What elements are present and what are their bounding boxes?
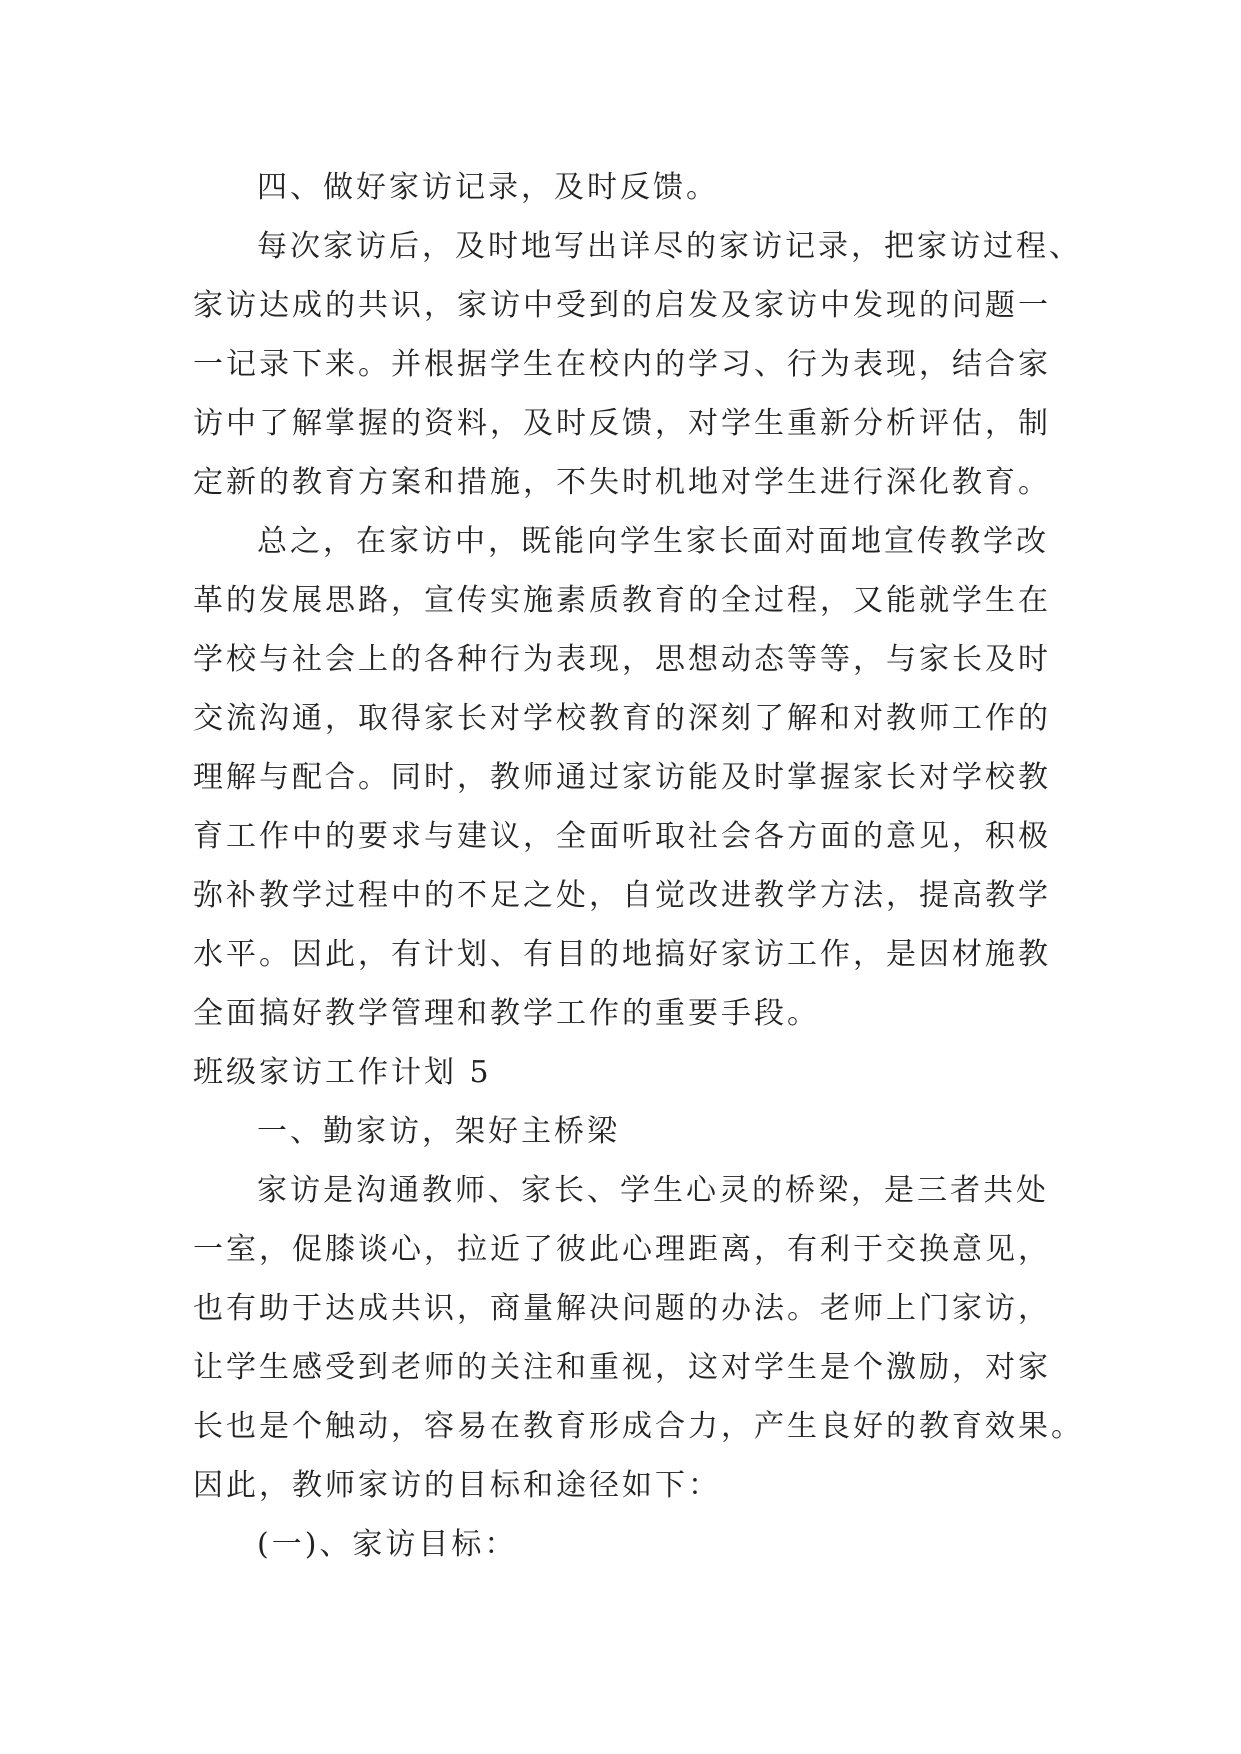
subsection-heading: (一)、家访目标：: [257, 1527, 518, 1562]
paragraph-line: 每次家访后，及时地写出详尽的家访记录，把家访过程、: [257, 229, 1082, 264]
paragraph-line: 总之，在家访中，既能向学生家长面对面地宣传教学改: [257, 524, 1049, 559]
paragraph-line: 一记录下来。并根据学生在校内的学习、行为表现，结合家: [193, 347, 1051, 382]
section-heading-one: 一、勤家访，架好主桥梁: [257, 1114, 620, 1149]
paragraph-line: 因此，教师家访的目标和途径如下：: [193, 1468, 721, 1503]
paragraph-line: 也有助于达成共识，商量解决问题的办法。老师上门家访，: [193, 1291, 1051, 1326]
paragraph-line: 让学生感受到老师的关注和重视，这对学生是个激励，对家: [193, 1350, 1051, 1385]
paragraph-line: 育工作中的要求与建议，全面听取社会各方面的意见，积极: [193, 819, 1051, 854]
document-title: 班级家访工作计划 5: [193, 1055, 492, 1090]
document-page: [193, 158, 1084, 1574]
paragraph-line: 家访是沟通教师、家长、学生心灵的桥梁，是三者共处: [257, 1173, 1049, 1208]
paragraph-line: 全面搞好教学管理和教学工作的重要手段。: [193, 996, 820, 1031]
paragraph-line: 学校与社会上的各种行为表现，思想动态等等，与家长及时: [193, 642, 1051, 677]
paragraph-line: 革的发展思路，宣传实施素质教育的全过程，又能就学生在: [193, 583, 1051, 618]
paragraph-line: 定新的教育方案和措施，不失时机地对学生进行深化教育。: [193, 465, 1051, 500]
paragraph-line: 水平。因此，有计划、有目的地搞好家访工作，是因材施教: [193, 937, 1051, 972]
paragraph-line: 理解与配合。同时，教师通过家访能及时掌握家长对学校教: [193, 760, 1051, 795]
paragraph-line: 交流沟通，取得家长对学校教育的深刻了解和对教师工作的: [193, 701, 1051, 736]
paragraph-line: 弥补教学过程中的不足之处，自觉改进教学方法，提高教学: [193, 878, 1051, 913]
paragraph-line: 一室，促膝谈心，拉近了彼此心理距离，有利于交换意见，: [193, 1232, 1051, 1267]
paragraph-line: 访中了解掌握的资料，及时反馈，对学生重新分析评估，制: [193, 406, 1051, 441]
paragraph-line: 家访达成的共识，家访中受到的启发及家访中发现的问题一: [193, 288, 1051, 323]
paragraph-line: 长也是个触动，容易在教育形成合力，产生良好的教育效果。: [193, 1409, 1084, 1444]
section-heading-four: 四、做好家访记录，及时反馈。: [257, 170, 719, 205]
